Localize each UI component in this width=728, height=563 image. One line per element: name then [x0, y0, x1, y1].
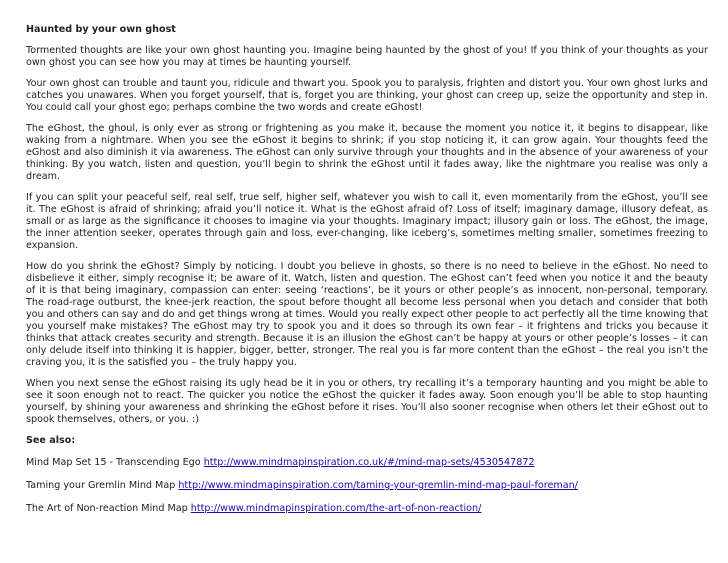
link-label-3: The Art of Non-reaction Mind Map	[26, 503, 191, 514]
paragraph-4: If you can split your peaceful self, real self, true self, higher self, whatever you wish to call it, even momentarily from the eGhost, you’ll see it. The eGhost is afraid of shrinking; afraid you’ll notice it. What is the eGhost afraid of? Loss of itself; imaginary damage, illusory defeat, as small or as large as the significance it chooses to imagine via your thoughts. Imaginary impact; illusory gain or loss. The eGhost, the image, the inner attention seeker, operates through gain and loss, ever-changing, like iceberg’s, sometimes melting smaller, sometimes freezing to expansion.	[26, 192, 708, 251]
paragraph-1: Tormented thoughts are like your own ghost haunting you. Imagine being haunted by the ghost of you! If you think of your thoughts as your own ghost you can see how you may at times be haunting yourself.	[26, 45, 708, 68]
link-line-2	[26, 480, 708, 492]
link-line-1	[26, 457, 708, 469]
paragraph-3: The eGhost, the ghoul, is only ever as strong or frightening as you make it, because the moment you notice it, it begins to disappear, like waking from a nightmare. When you see the eGhost it begins to shrink; if you stop noticing it, it can grow again. Your thoughts feed the eGhost and also diminish it via awareness. The eGhost can only survive through your thoughts and in the absence of your awareness of your thinking. By you watch, listen and question, you’ll begin to shrink the eGhost until it fades away, like the nightmare you realise was only a dream.	[26, 123, 708, 182]
paragraph-2: Your own ghost can trouble and taunt you, ridicule and thwart you. Spook you to paralysis, frighten and distort you. Your own ghost lurks and catches you unawares. When you forget yourself, that is, forget you are thinking, your ghost can creep up, seize the opportunity and step in. You could call your ghost ego; perhaps combine the two words and create eGhost!	[26, 78, 708, 113]
link-url-3[interactable]: http://www.mindmapinspiration.com/the-art-of-non-reaction/	[190, 503, 482, 514]
link-url-1[interactable]: http://www.mindmapinspiration.co.uk/#/mind-map-sets/4530547872	[203, 457, 535, 468]
see-also-heading: See also:	[26, 435, 76, 446]
paragraph-6: When you next sense the eGhost raising its ugly head be it in you or others, try recalling it’s a temporary haunting and you might be able to see it soon enough not to react. The quicker you notice the eGhost the quicker it fades away. Soon enough you’ll be able to stop haunting yourself, by shining your awareness and shrinking the eGhost before it rises. You’ll also sooner recognise when others let their eGhost out to spook themselves, others, or you. :)	[26, 378, 708, 425]
link-line-3	[26, 503, 708, 515]
page-title: Haunted by your own ghost	[26, 24, 176, 35]
link-url-2[interactable]: http://www.mindmapinspiration.com/taming-your-gremlin-mind-map-paul-foreman/	[178, 480, 578, 491]
link-label-2: Taming your Gremlin Mind Map	[26, 480, 179, 491]
paragraph-5: How do you shrink the eGhost? Simply by noticing. I doubt you believe in ghosts, so there is no need to believe in the eGhost. No need to disbelieve it either, simply recognise it; be aware of it. Watch, listen and question. The eGhost can’t feed when you notice it and the beauty of it is that being imaginary, compassion can enter: seeing ‘reactions’, be it yours or other people’s as innocent, non-personal, temporary. The road-rage outburst, the knee-jerk reaction, the spout before thought all become less personal when you detach and consider that both you and others can say and do and get things wrong at times. Would you really expect other people to act perfectly all the time knowing that you yourself make mistakes? The eGhost may try to spook you and it does so through its own fear – it frightens and tricks you because it thinks that attack creates security and strength. Because it is an illusion the eGhost can’t be happy at yours or other people’s losses – it can only delude itself into thinking it is happier, bigger, better, stronger. The real you is far more content than the eGhost – the real you isn’t the craving you, it is the satisfied you – the truly happy you.	[26, 261, 708, 368]
link-label-1: Mind Map Set 15 - Transcending Ego	[26, 457, 204, 468]
